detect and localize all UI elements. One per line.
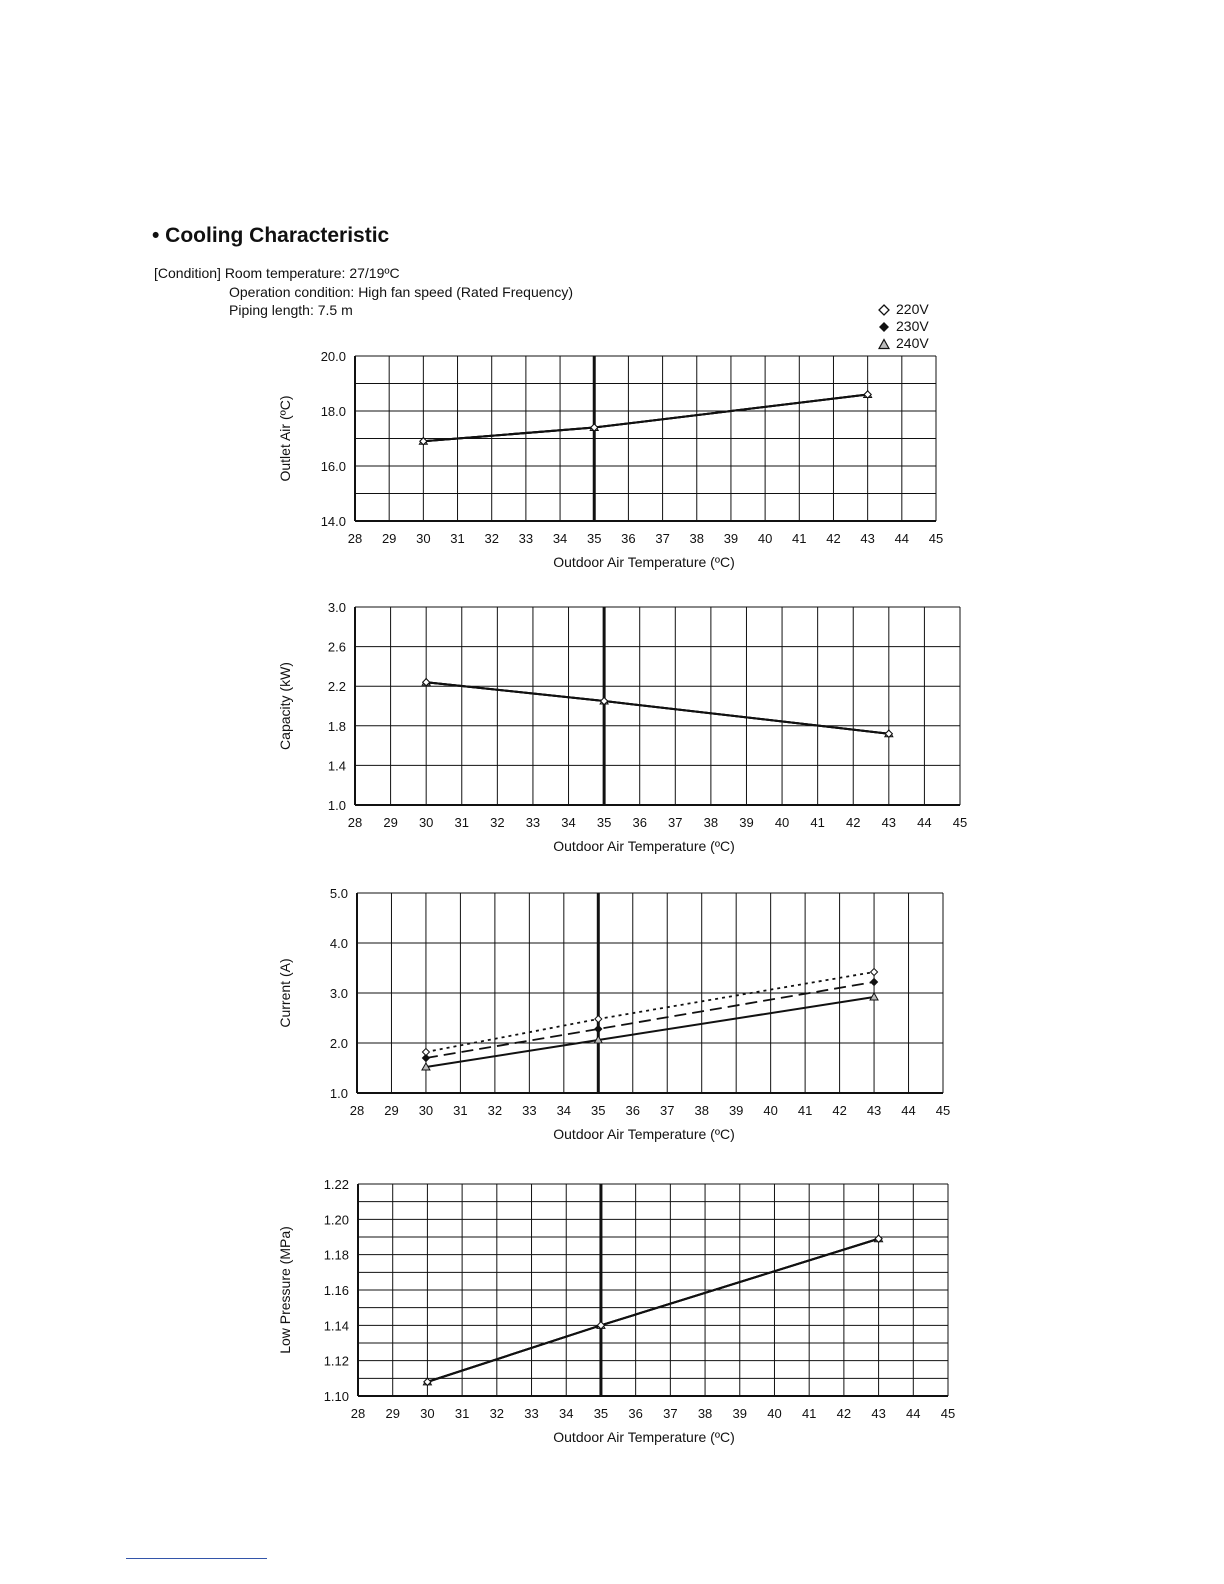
x-tick-label: 39 bbox=[732, 1406, 747, 1421]
x-tick-label: 30 bbox=[416, 531, 431, 546]
x-tick-label: 45 bbox=[935, 1103, 951, 1118]
chart-1 bbox=[277, 349, 943, 570]
x-tick-label: 38 bbox=[689, 531, 704, 546]
x-tick-label: 29 bbox=[384, 1103, 399, 1118]
x-tick-label: 45 bbox=[940, 1406, 956, 1421]
x-tick-label: 37 bbox=[663, 1406, 678, 1421]
x-tick-label: 36 bbox=[632, 815, 647, 830]
x-tick-label: 45 bbox=[952, 815, 968, 830]
x-tick-label: 44 bbox=[901, 1103, 916, 1118]
x-tick-label: 28 bbox=[349, 1103, 365, 1118]
x-tick-label: 40 bbox=[767, 1406, 782, 1421]
y-tick-label: 1.14 bbox=[323, 1318, 349, 1334]
x-tick-label: 34 bbox=[559, 1406, 574, 1421]
x-tick-label: 28 bbox=[347, 815, 363, 830]
x-tick-label: 39 bbox=[739, 815, 754, 830]
x-axis-title: Outdoor Air Temperature (ºC) bbox=[553, 838, 735, 854]
x-axis-title: Outdoor Air Temperature (ºC) bbox=[553, 1126, 735, 1142]
y-tick-label: 3.0 bbox=[327, 600, 346, 615]
y-tick-label: 1.22 bbox=[323, 1177, 349, 1192]
y-tick-label: 2.6 bbox=[327, 639, 346, 655]
x-tick-label: 42 bbox=[832, 1103, 847, 1118]
x-tick-label: 37 bbox=[655, 531, 670, 546]
x-tick-label: 42 bbox=[846, 815, 861, 830]
x-tick-label: 40 bbox=[774, 815, 790, 830]
x-tick-label: 31 bbox=[454, 815, 469, 830]
x-tick-label: 30 bbox=[420, 1406, 435, 1421]
y-tick-label: 3.0 bbox=[329, 986, 348, 1001]
condition-operation: Operation condition: High fan speed (Rated Frequency) bbox=[229, 284, 573, 300]
x-tick-label: 41 bbox=[801, 1406, 817, 1421]
x-tick-label: 35 bbox=[596, 815, 612, 830]
y-tick-label: 20.0 bbox=[320, 349, 346, 364]
x-tick-label: 30 bbox=[418, 1103, 434, 1118]
y-tick-label: 16.0 bbox=[320, 459, 346, 474]
x-tick-label: 29 bbox=[385, 1406, 400, 1421]
x-tick-label: 40 bbox=[763, 1103, 778, 1118]
x-tick-label: 36 bbox=[628, 1406, 643, 1421]
y-tick-label: 18.0 bbox=[320, 404, 346, 419]
x-tick-label: 43 bbox=[866, 1103, 882, 1118]
legend-label-240v: 240V bbox=[896, 335, 929, 351]
x-tick-label: 40 bbox=[757, 531, 773, 546]
x-tick-label: 34 bbox=[561, 815, 576, 830]
y-tick-label: 5.0 bbox=[329, 886, 348, 901]
x-tick-label: 44 bbox=[906, 1406, 921, 1421]
legend-label-230v: 230V bbox=[896, 318, 929, 334]
x-tick-label: 28 bbox=[350, 1406, 366, 1421]
x-tick-label: 35 bbox=[591, 1103, 606, 1118]
y-axis-title: Capacity (kW) bbox=[277, 662, 293, 750]
y-tick-label: 1.18 bbox=[323, 1247, 349, 1263]
y-axis-title: Outlet Air (ºC) bbox=[277, 395, 293, 482]
x-tick-label: 33 bbox=[522, 1103, 537, 1118]
x-tick-label: 45 bbox=[928, 531, 944, 546]
x-tick-label: 32 bbox=[484, 531, 499, 546]
page-title: • Cooling Characteristic bbox=[152, 224, 390, 247]
x-tick-label: 38 bbox=[694, 1103, 709, 1118]
x-tick-label: 31 bbox=[453, 1103, 468, 1118]
x-tick-label: 36 bbox=[625, 1103, 640, 1118]
x-tick-label: 29 bbox=[381, 531, 397, 546]
x-tick-label: 43 bbox=[860, 531, 875, 546]
y-tick-label: 14.0 bbox=[320, 514, 346, 529]
y-tick-label: 1.0 bbox=[327, 798, 346, 813]
x-axis-title: Outdoor Air Temperature (ºC) bbox=[553, 1429, 735, 1445]
x-tick-label: 31 bbox=[454, 1406, 470, 1421]
x-axis-title: Outdoor Air Temperature (ºC) bbox=[553, 554, 735, 570]
x-tick-label: 39 bbox=[728, 1103, 744, 1118]
y-tick-label: 2.2 bbox=[327, 679, 346, 695]
x-tick-label: 41 bbox=[797, 1103, 813, 1118]
x-tick-label: 32 bbox=[489, 1406, 505, 1421]
y-tick-label: 2.0 bbox=[329, 1036, 348, 1051]
legend-label-220v: 220V bbox=[896, 301, 929, 317]
condition-room-temperature: [Condition] Room temperature: 27/19ºC bbox=[154, 265, 400, 281]
x-tick-label: 34 bbox=[556, 1103, 572, 1118]
x-tick-label: 33 bbox=[524, 1406, 539, 1421]
x-tick-label: 36 bbox=[621, 531, 636, 546]
x-tick-label: 42 bbox=[826, 531, 841, 546]
x-tick-label: 38 bbox=[697, 1406, 713, 1421]
x-tick-label: 34 bbox=[552, 531, 568, 546]
y-tick-label: 1.8 bbox=[327, 718, 346, 734]
x-tick-label: 44 bbox=[917, 815, 932, 830]
x-tick-label: 33 bbox=[518, 531, 534, 546]
y-axis-title: Low Pressure (MPa) bbox=[277, 1226, 293, 1354]
y-tick-label: 1.12 bbox=[323, 1353, 349, 1369]
y-tick-label: 1.4 bbox=[327, 758, 346, 774]
x-tick-label: 33 bbox=[525, 815, 541, 830]
x-tick-label: 38 bbox=[703, 815, 719, 830]
plot-area bbox=[355, 607, 960, 805]
y-tick-label: 1.0 bbox=[329, 1086, 348, 1101]
x-tick-label: 37 bbox=[660, 1103, 675, 1118]
x-tick-label: 44 bbox=[894, 531, 910, 546]
footer-rule bbox=[126, 1558, 267, 1559]
x-tick-label: 31 bbox=[450, 531, 465, 546]
x-tick-label: 42 bbox=[836, 1406, 852, 1421]
x-tick-label: 32 bbox=[487, 1103, 503, 1118]
x-tick-label: 35 bbox=[593, 1406, 609, 1421]
chart-4 bbox=[277, 1177, 955, 1445]
condition-piping-length: Piping length: 7.5 m bbox=[229, 302, 353, 318]
chart-2 bbox=[277, 600, 967, 854]
x-tick-label: 35 bbox=[587, 531, 602, 546]
x-tick-label: 29 bbox=[383, 815, 398, 830]
x-tick-label: 30 bbox=[418, 815, 434, 830]
x-tick-label: 41 bbox=[810, 815, 825, 830]
y-tick-label: 1.16 bbox=[323, 1283, 349, 1298]
y-tick-label: 4.0 bbox=[329, 936, 348, 951]
x-tick-label: 43 bbox=[881, 815, 897, 830]
x-tick-label: 28 bbox=[347, 531, 363, 546]
y-tick-label: 1.10 bbox=[323, 1389, 349, 1404]
x-tick-label: 39 bbox=[723, 531, 739, 546]
y-axis-title: Current (A) bbox=[277, 958, 293, 1028]
chart-3 bbox=[277, 886, 950, 1142]
x-tick-label: 41 bbox=[792, 531, 807, 546]
x-tick-label: 32 bbox=[490, 815, 505, 830]
y-tick-label: 1.20 bbox=[323, 1212, 349, 1228]
x-tick-label: 37 bbox=[668, 815, 683, 830]
x-tick-label: 43 bbox=[871, 1406, 886, 1421]
